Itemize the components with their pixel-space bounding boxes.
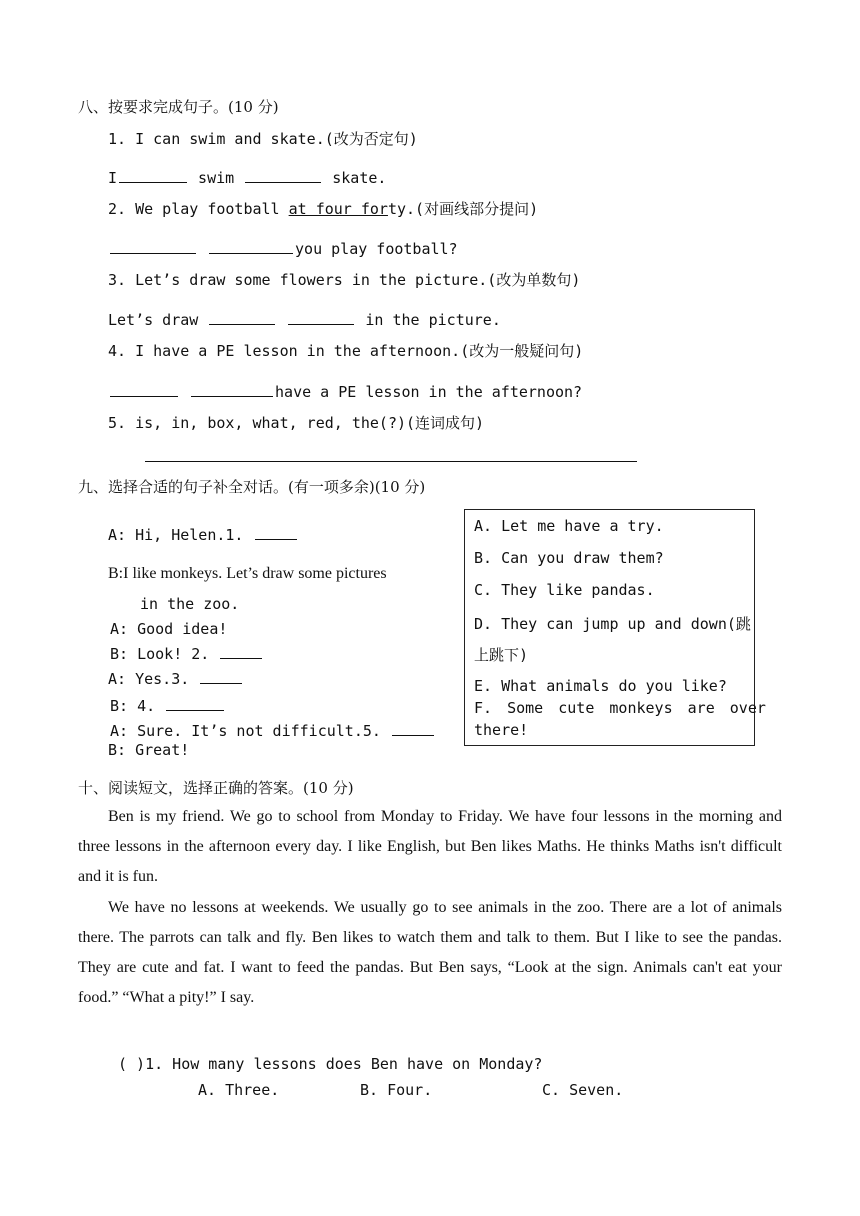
dialog-line-2b: in the zoo. [140,595,240,613]
blank[interactable] [209,310,275,325]
dialog-line-5 [108,669,244,688]
answer-3-pre: Let’s draw [108,311,208,329]
answer-line-2 [108,239,458,258]
dialog-text: A: Yes.3. [108,670,199,688]
option-f [474,699,766,717]
dialog-text: B: Look! 2. [110,645,219,663]
dialog-line-3: A: Good idea! [110,620,228,638]
choice-a[interactable]: A. Three. [198,1081,280,1099]
blank[interactable] [110,239,196,254]
blank[interactable] [110,382,178,397]
question-2-underlined: at four for [288,200,388,218]
answer-3-post: in the picture. [356,311,501,329]
answer-line-1 [108,168,386,187]
blank[interactable] [255,525,297,540]
blank[interactable] [220,644,262,659]
answer-1-post: skate. [323,169,387,187]
answer-line-3 [108,310,501,329]
option-f-cont: there! [474,721,529,739]
dialog-line-8: B: Great! [108,741,190,759]
section10-heading: 十、阅读短文，选择正确的答案。(10 分) [78,779,354,797]
reading-question-1: ( )1. How many lessons does Ben have on Monday? [118,1055,543,1073]
blank[interactable] [392,721,434,736]
blank[interactable] [191,382,273,397]
dialog-text: B: 4. [110,697,165,715]
blank[interactable] [288,310,354,325]
reading-paragraph-1: Ben is my friend. We go to school from Monday to Friday. We have four lessons in the morning and three lessons in the afternoon every day. I like English, but Ben likes Maths. He thinks Maths isn't difficult and it is fun. [78,808,782,885]
dialog-line-2: B:I like monkeys. Let’s draw some pictures [108,565,387,582]
question-4: 4. I have a PE lesson in the afternoon.(改为一般疑问句) [108,342,584,360]
dialog-line-1 [108,525,299,544]
answer-2-post: you play football? [295,240,458,258]
dialog-text: A: Hi, Helen.1. [108,526,253,544]
blank[interactable] [209,239,293,254]
question-5: 5. is, in, box, what, red, the(?)(连词成句) [108,414,485,432]
section9-heading: 九、选择合适的句子补全对话。(有一项多余)(10 分) [78,478,426,496]
section8-heading: 八、按要求完成句子。(10 分) [78,98,279,116]
blank[interactable] [200,669,242,684]
question-2 [108,198,538,219]
question-2-post: ty.(对画线部分提问) [387,200,539,218]
question-1: 1. I can swim and skate.(改为否定句) [108,130,418,148]
choice-c[interactable]: C. Seven. [542,1081,624,1099]
answer-line-4 [108,382,582,401]
answer-line-5[interactable] [145,461,637,462]
blank[interactable] [245,168,321,183]
answer-4-post: have a PE lesson in the afternoon? [275,383,583,401]
question-2-pre: 2. We play football [108,200,289,218]
option-e: E. What animals do you like? [474,677,727,695]
question-3: 3. Let’s draw some flowers in the picture.(改为单数句) [108,271,581,289]
option-f-text: F. Some cute monkeys are over [474,699,766,717]
answer-1-mid: swim [189,169,244,187]
blank[interactable] [166,696,224,711]
dialog-text: A: Sure. It’s not difficult.5. [110,722,390,740]
blank[interactable] [119,168,187,183]
option-d: D. They can jump up and down(跳 [474,615,751,633]
reading-paragraph-2: We have no lessons at weekends. We usually go to see animals in the zoo. There are a lot of animals there. The parrots can talk and fly. Ben likes to watch them and talk to them. But I like to see the pandas. They are cute and fat. I want to feed the pandas. But Ben says, “Look at the sign. Animals can't eat your food.” “What a pity!” I say. [78,899,782,1006]
choice-b[interactable]: B. Four. [360,1081,433,1099]
option-a: A. Let me have a try. [474,517,664,535]
dialog-line-6 [110,696,226,715]
option-b: B. Can you draw them? [474,549,664,567]
answer-1-pre: I [108,169,118,187]
option-d-cont: 上跳下) [474,646,529,664]
dialog-line-4 [110,644,264,663]
dialog-line-7 [110,721,436,740]
option-c: C. They like pandas. [474,581,655,599]
